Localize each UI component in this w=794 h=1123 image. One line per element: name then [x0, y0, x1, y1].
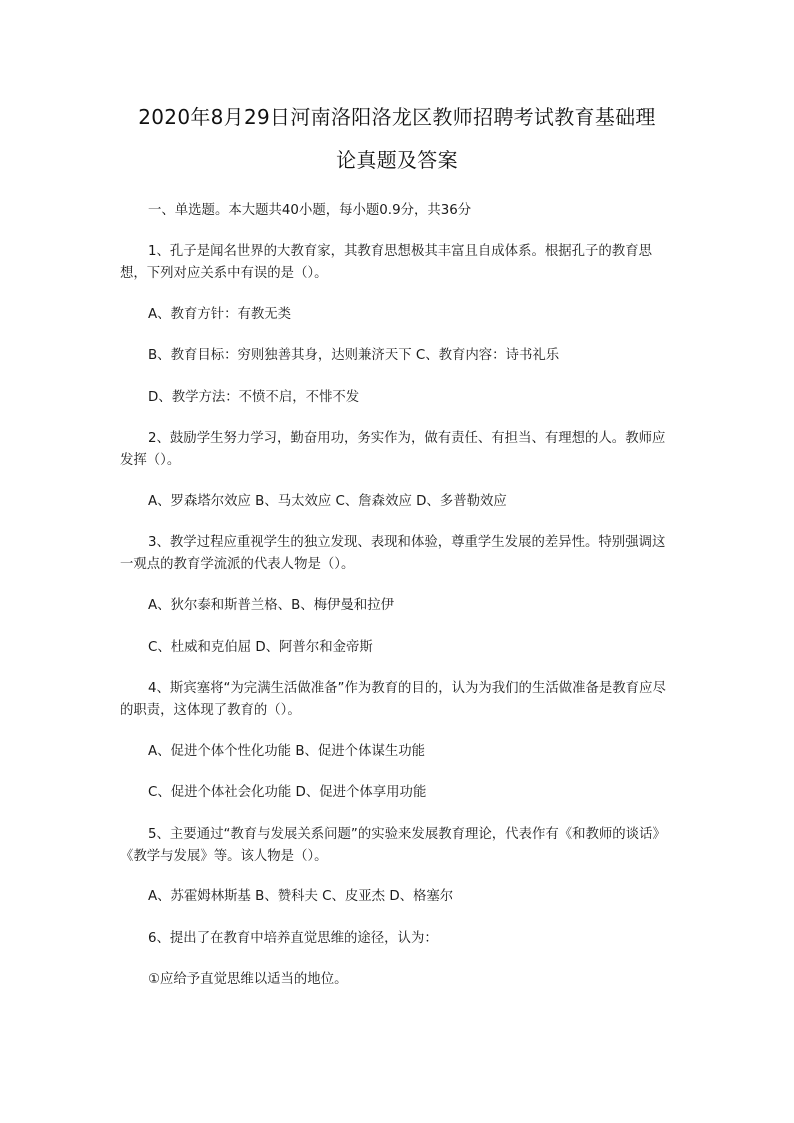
document-title-line-2: 论真题及答案 — [336, 148, 458, 172]
document-title-line-1: 2020年8月29日河南洛阳洛龙区教师招聘考试教育基础理 — [138, 105, 656, 129]
question-3-option-line-2: C、杜威和克伯屈 D、阿普尔和金帝斯 — [148, 640, 373, 655]
question-6-point-1: ①应给予直觉思维以适当的地位。 — [148, 972, 348, 987]
question-1-option-line-1: A、教育方针：有教无类 — [148, 307, 292, 322]
question-4-option-line-1: A、促进个体个性化功能 B、促进个体谋生功能 — [148, 744, 426, 759]
question-1-option-line-2: B、教育目标：穷则独善其身，达则兼济天下 C、教育内容：诗书礼乐 — [148, 348, 560, 363]
question-4-stem: 4、斯宾塞将“为完满生活做准备”作为教育的目的，认为为我们的生活做准备是教育应尽的职责，这体现了教育的（）。 — [120, 681, 666, 718]
question-6-stem: 6、提出了在教育中培养直觉思维的途径，认为： — [148, 931, 438, 946]
question-1-stem: 1、孔子是闻名世界的大教育家，其教育思想极其丰富且自成体系。根据孔子的教育思想，下列对应关系中有误的是（）。 — [120, 244, 652, 281]
question-2-stem: 2、鼓励学生努力学习，勤奋用功，务实作为，做有责任、有担当、有理想的人。教师应发挥（）。 — [120, 431, 666, 468]
question-3-option-line-1: A、狄尔泰和斯普兰格、B、梅伊曼和拉伊 — [148, 598, 394, 613]
question-5-stem: 5、主要通过“教育与发展关系问题”的实验来发展教育理论，代表作有《和教师的谈话》《教学与发展》等。该人物是（）。 — [120, 827, 666, 864]
section-heading: 一、单选题。本大题共40小题，每小题0.9分，共36分 — [148, 203, 472, 218]
question-1-option-line-3: D、教学方法：不愤不启，不悱不发 — [148, 390, 360, 405]
question-3-stem: 3、教学过程应重视学生的独立发现、表现和体验，尊重学生发展的差异性。特别强调这一观点的教育学流派的代表人物是（）。 — [120, 535, 666, 572]
question-4-option-line-2: C、促进个体社会化功能 D、促进个体享用功能 — [148, 785, 427, 800]
question-5-option-line-1: A、苏霍姆林斯基 B、赞科夫 C、皮亚杰 D、格塞尔 — [148, 889, 454, 904]
question-2-option-line-1: A、罗森塔尔效应 B、马太效应 C、詹森效应 D、多普勒效应 — [148, 494, 507, 509]
